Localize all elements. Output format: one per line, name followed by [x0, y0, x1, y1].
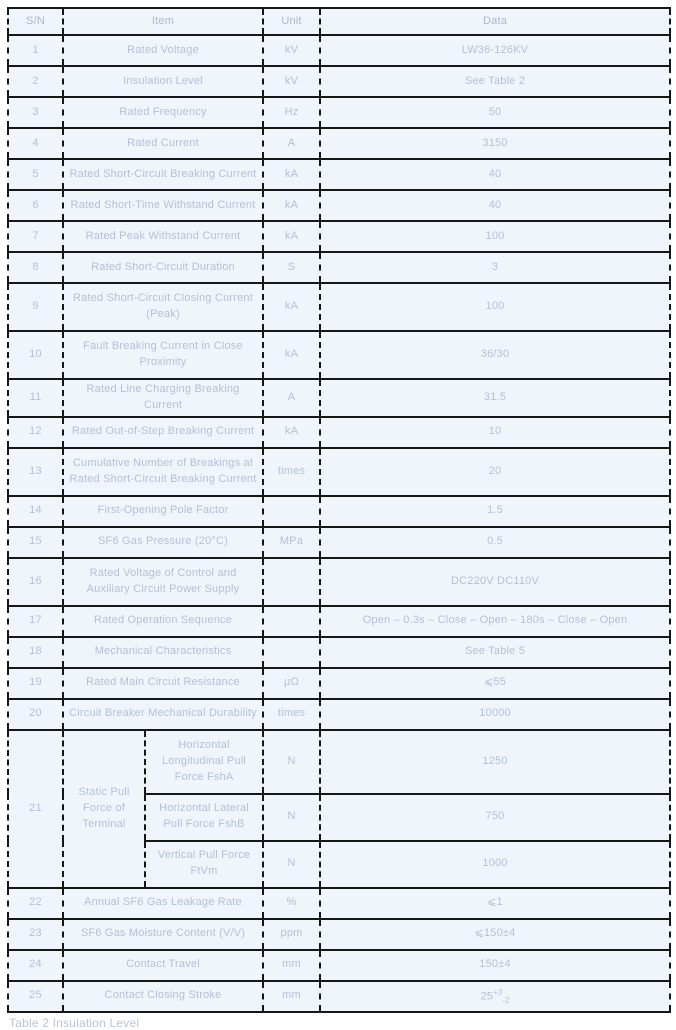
row-item: SF6 Gas Moisture Content (V/V) — [63, 919, 263, 950]
row-unit: kV — [263, 66, 320, 97]
header-row — [8, 8, 670, 35]
row-data: 3 — [320, 252, 670, 283]
row-unit: mm — [263, 981, 320, 1012]
row-unit: Hz — [263, 97, 320, 128]
row-sn: 10 — [8, 331, 63, 379]
row-data: 100 — [320, 221, 670, 252]
row-data — [320, 981, 670, 1012]
row-sn: 9 — [8, 283, 63, 331]
row-data: See Table 5 — [320, 637, 670, 668]
table-row — [8, 331, 670, 379]
row-item: Circuit Breaker Mechanical Durability — [63, 699, 263, 730]
row-unit: mm — [263, 950, 320, 981]
row-unit: ppm — [263, 919, 320, 950]
row-sn: 2 — [8, 66, 63, 97]
row-unit: kA — [263, 159, 320, 190]
table-row — [8, 97, 670, 128]
row-unit: N — [263, 730, 320, 794]
row-sn: 7 — [8, 221, 63, 252]
row-sn: 14 — [8, 496, 63, 527]
row-sn: 3 — [8, 97, 63, 128]
row-sn: 24 — [8, 950, 63, 981]
row-data: See Table 2 — [320, 66, 670, 97]
row-item: Rated Current — [63, 128, 263, 159]
table-row — [8, 448, 670, 496]
row-item: Rated Voltage — [63, 35, 263, 66]
row-unit — [263, 496, 320, 527]
row-sn: 12 — [8, 417, 63, 448]
row-sn: 11 — [8, 379, 63, 417]
row-item: Rated Operation Sequence — [63, 606, 263, 637]
row-data: 100 — [320, 283, 670, 331]
row-unit — [263, 558, 320, 606]
row-sn: 16 — [8, 558, 63, 606]
row-sn: 23 — [8, 919, 63, 950]
table-row — [8, 496, 670, 527]
table-row-21-sub-a — [8, 730, 670, 794]
table-row — [8, 417, 670, 448]
row-unit: kA — [263, 417, 320, 448]
row-data: Open – 0.3s – Close – Open – 180s – Close – Open — [320, 606, 670, 637]
table-row — [8, 283, 670, 331]
row-item-sub: Vertical Pull Force FtVm — [145, 841, 263, 888]
row-unit: kA — [263, 331, 320, 379]
row-data: 31.5 — [320, 379, 670, 417]
row-sn: 20 — [8, 699, 63, 730]
row-item: Rated Line Charging Breaking Current — [63, 379, 263, 417]
row-item: Rated Peak Withstand Current — [63, 221, 263, 252]
row-data: 20 — [320, 448, 670, 496]
row-data: 1250 — [320, 730, 670, 794]
row-sn: 21 — [8, 730, 63, 888]
row-data: ⩽150±4 — [320, 919, 670, 950]
row-unit: kA — [263, 190, 320, 221]
table-row — [8, 159, 670, 190]
row-data: 40 — [320, 190, 670, 221]
value-superscript: +3 — [493, 987, 503, 997]
row-data: 150±4 — [320, 950, 670, 981]
row-data: LW36-126KV — [320, 35, 670, 66]
row-data: 50 — [320, 97, 670, 128]
table-row — [8, 128, 670, 159]
table-row — [8, 558, 670, 606]
row-item-group: Static Pull Force of Terminal — [63, 730, 145, 888]
row-sn: 25 — [8, 981, 63, 1012]
row-sn: 13 — [8, 448, 63, 496]
table-row — [8, 699, 670, 730]
row-data: 3150 — [320, 128, 670, 159]
row-data: 0.5 — [320, 527, 670, 558]
table-row — [8, 221, 670, 252]
row-data: 10 — [320, 417, 670, 448]
row-item: Fault Breaking Current in Close Proximity — [63, 331, 263, 379]
value-base: 25 — [480, 990, 494, 1003]
row-data: ⩽55 — [320, 668, 670, 699]
row-unit: kA — [263, 283, 320, 331]
row-sn: 6 — [8, 190, 63, 221]
row-unit: times — [263, 448, 320, 496]
row-sn: 5 — [8, 159, 63, 190]
row-item: First-Opening Pole Factor — [63, 496, 263, 527]
row-item: Rated Short-Circuit Duration — [63, 252, 263, 283]
row-item: Rated Voltage of Control and Auxiliary Circuit Power Supply — [63, 558, 263, 606]
row-unit: % — [263, 888, 320, 919]
header-sn: S/N — [8, 8, 63, 35]
row-item-sub: Horizontal Lateral Pull Force FshB — [145, 794, 263, 841]
table-row — [8, 66, 670, 97]
row-data: 10000 — [320, 699, 670, 730]
row-unit: kV — [263, 35, 320, 66]
row-sn: 19 — [8, 668, 63, 699]
row-sn: 4 — [8, 128, 63, 159]
table-row — [8, 252, 670, 283]
row-sn: 8 — [8, 252, 63, 283]
table-row — [8, 919, 670, 950]
row-unit: A — [263, 379, 320, 417]
row-data: 1.5 — [320, 496, 670, 527]
row-sn: 18 — [8, 637, 63, 668]
header-unit: Unit — [263, 8, 320, 35]
row-item: SF6 Gas Pressure (20°C) — [63, 527, 263, 558]
row-unit: kA — [263, 221, 320, 252]
row-unit — [263, 637, 320, 668]
row-item: Mechanical Characteristics — [63, 637, 263, 668]
row-unit — [263, 606, 320, 637]
row-sn: 17 — [8, 606, 63, 637]
table-row — [8, 888, 670, 919]
table-row — [8, 668, 670, 699]
row-unit: N — [263, 794, 320, 841]
row-item: Cumulative Number of Breakings at Rated Short-Circuit Breaking Current — [63, 448, 263, 496]
row-sn: 15 — [8, 527, 63, 558]
row-sn: 1 — [8, 35, 63, 66]
row-data: 40 — [320, 159, 670, 190]
row-item: Rated Short-Circuit Closing Current (Peak) — [63, 283, 263, 331]
row-item: Rated Frequency — [63, 97, 263, 128]
row-item: Annual SF6 Gas Leakage Rate — [63, 888, 263, 919]
row-data: DC220V DC110V — [320, 558, 670, 606]
row-item: Contact Closing Stroke — [63, 981, 263, 1012]
table-row — [8, 190, 670, 221]
row-item: Contact Travel — [63, 950, 263, 981]
table-row — [8, 950, 670, 981]
header-data: Data — [320, 8, 670, 35]
row-data: 1000 — [320, 841, 670, 888]
row-sn: 22 — [8, 888, 63, 919]
row-data: 36/30 — [320, 331, 670, 379]
row-unit: N — [263, 841, 320, 888]
row-unit: times — [263, 699, 320, 730]
row-item-sub: Horizontal Longitudinal Pull Force FshA — [145, 730, 263, 794]
spec-table — [7, 7, 671, 1013]
row-unit: μΩ — [263, 668, 320, 699]
value-subscript: -2 — [502, 995, 510, 1005]
table-row — [8, 606, 670, 637]
row-item: Rated Out-of-Step Breaking Current — [63, 417, 263, 448]
row-item: Rated Main Circuit Resistance — [63, 668, 263, 699]
table-caption: Table 2 Insulation Level — [9, 1015, 140, 1030]
row-item: Rated Short-Time Withstand Current — [63, 190, 263, 221]
row-unit: S — [263, 252, 320, 283]
header-item: Item — [63, 8, 263, 35]
table-row — [8, 637, 670, 668]
row-item: Rated Short-Circuit Breaking Current — [63, 159, 263, 190]
table-row — [8, 527, 670, 558]
row-unit: MPa — [263, 527, 320, 558]
table-row — [8, 379, 670, 417]
row-unit: A — [263, 128, 320, 159]
table-row — [8, 35, 670, 66]
row-item: Insulation Level — [63, 66, 263, 97]
table-row — [8, 981, 670, 1012]
row-data: ⩽1 — [320, 888, 670, 919]
row-data: 750 — [320, 794, 670, 841]
